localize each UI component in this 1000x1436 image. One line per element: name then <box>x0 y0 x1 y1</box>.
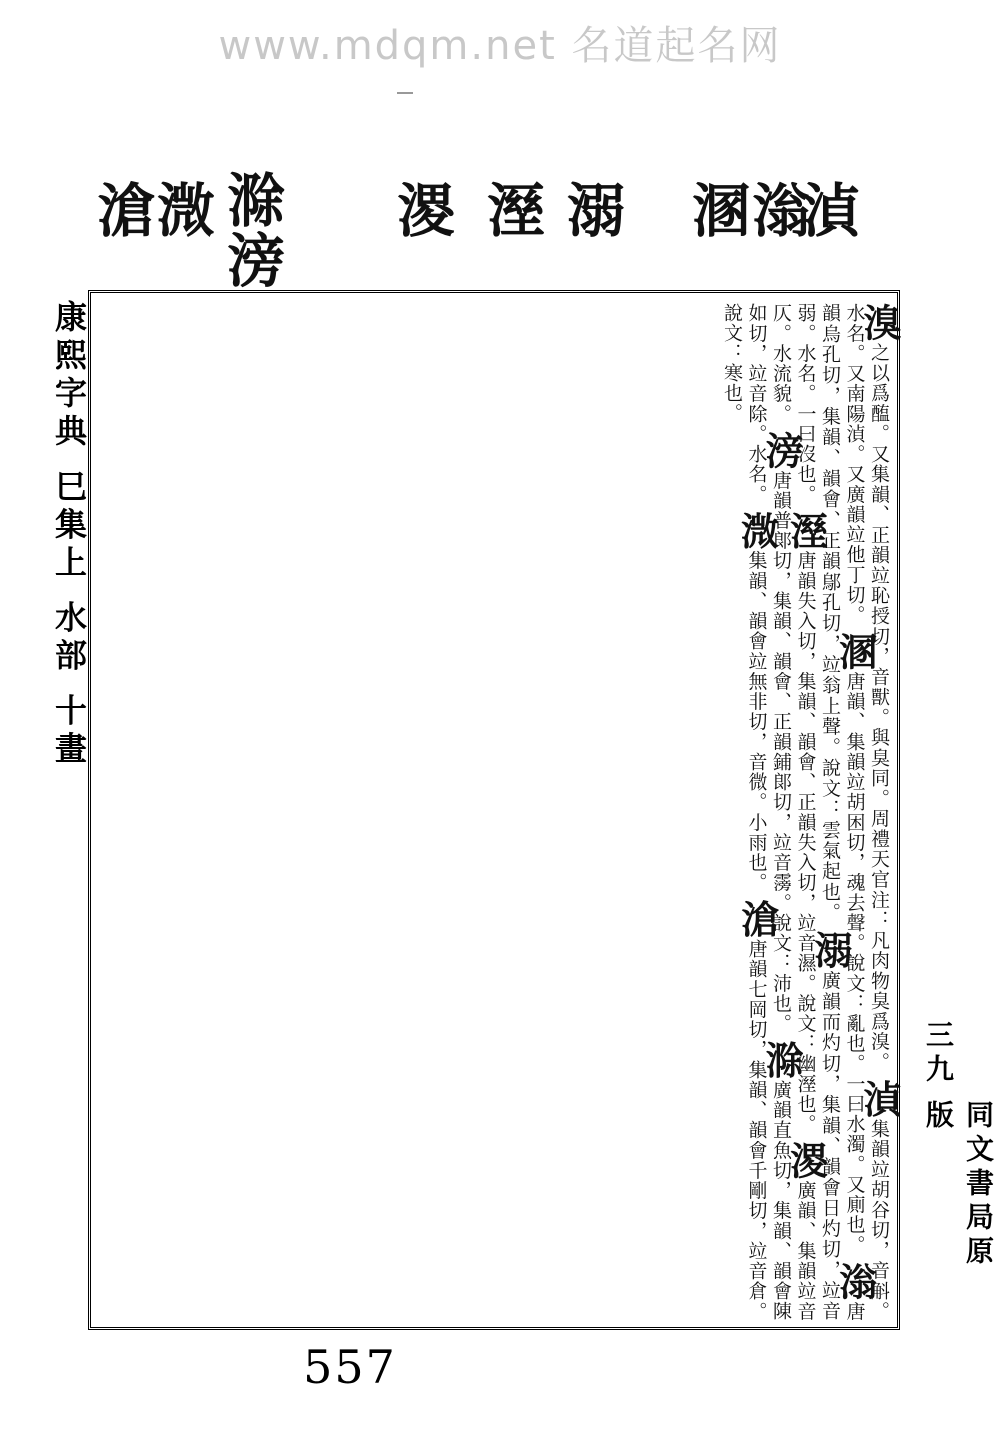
entry-text: 廣韻、集韻竝音仄。水流貌。 <box>770 303 817 1322</box>
seal-glyph: 溷 <box>682 180 750 238</box>
book-title-column: 康熙字典 巳集上 水部 十畫 <box>50 300 88 770</box>
entry-head: 滄 <box>734 899 780 939</box>
seal-glyph: 溦 <box>147 180 215 238</box>
seal-glyph: 滁 <box>217 170 285 228</box>
seal-glyph: 溺 <box>557 180 625 238</box>
entry-head: 滃 <box>832 1261 878 1302</box>
margin-page-number: 三九 <box>922 1020 955 1088</box>
entry-text: 唐韻失入切，集韻、韻會、正韻失入切，竝音濕。說文：幽溼也。 <box>794 550 817 1135</box>
entry-text: 廣韻直魚切，集韻、韻會陳如切，竝音除。水名。 <box>745 303 792 1322</box>
publisher-label: 同文書局原版 <box>922 1100 995 1270</box>
seal-glyph: 滃 <box>742 180 810 238</box>
seal-script-row <box>87 170 860 290</box>
entry-text: 唐韻、集韻竝胡困切，魂去聲。說文：亂也。一曰水濁。又廁也。 <box>843 671 866 1255</box>
entry-text: 集韻竝胡谷切，音斛。水名。又南陽湞。又廣韻竝他丁切。 <box>843 303 890 1322</box>
entry-head: 滂 <box>759 430 804 471</box>
dictionary-page-frame <box>88 290 900 1330</box>
entry-head: 滁 <box>759 1040 804 1080</box>
entry-head: 溴 <box>857 303 902 343</box>
entry-text: 唐韻普郞切，集韻、韻會、正韻鋪郞切，竝音霶。說文：沛也。 <box>770 470 792 1034</box>
watermark: www.mdqm.net 名道起名网 <box>218 23 782 69</box>
entry-text: 廣韻而灼切，集韻、韻會日灼切，竝音弱。水名。一曰沒也。 <box>794 303 841 1322</box>
seal-glyph: 溭 <box>387 180 455 238</box>
entry-text: 唐韻七岡切，集韻、韻會千剛切，竝音倉。說文：寒也。 <box>721 303 768 1322</box>
page-mark <box>397 92 413 94</box>
entry-head: 溦 <box>734 511 780 551</box>
entry-text: 集韻、韻會竝無非切，音微。小雨也。 <box>745 550 768 893</box>
seal-glyph: 湞 <box>792 180 860 238</box>
entry-text: 唐韻烏孔切，集韻、韻會、正韻鄔孔切，竝翁上聲。說文：雲氣起也。 <box>819 303 866 1322</box>
seal-glyph: 滄 <box>87 180 155 238</box>
page-number: 557 <box>303 1340 397 1394</box>
right-margin <box>910 300 995 1300</box>
entry-head: 溺 <box>808 930 853 971</box>
entry-head: 溭 <box>783 1141 829 1181</box>
entry-head: 湞 <box>857 1079 902 1119</box>
dictionary-text-body <box>101 303 902 1322</box>
entry-head: 溷 <box>832 632 878 672</box>
entry-text: 之以爲醢。又集韻、正韻竝恥授切，音獸。與臭同。周禮天官注：凡肉物臭爲溴。 <box>868 342 890 1072</box>
seal-glyph: 滂 <box>217 230 285 288</box>
entry-head: 溼 <box>783 511 829 551</box>
seal-glyph: 溼 <box>477 180 545 238</box>
